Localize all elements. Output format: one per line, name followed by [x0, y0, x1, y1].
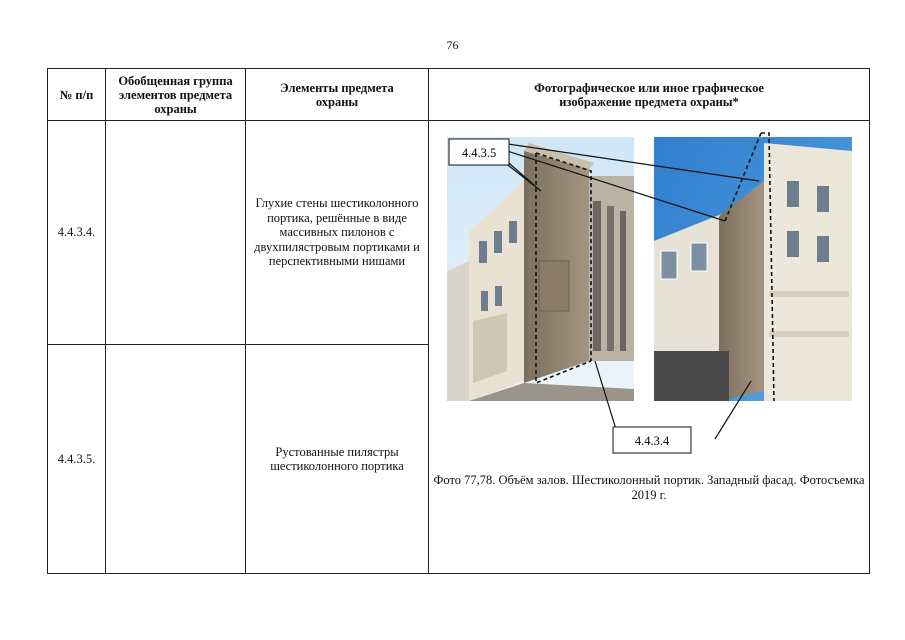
row-element: Глухие стены шестиколонного портика, решённые в виде массивных пилонов с двухпилястровым портиками и перспективными нишами — [246, 121, 429, 345]
row-group — [106, 121, 246, 345]
header-elements: Элементы предмета охраны — [246, 69, 429, 121]
header-number: № п/п — [48, 69, 106, 121]
row-number: 4.4.3.4. — [48, 121, 106, 345]
photo-78 — [654, 137, 852, 401]
row-number: 4.4.3.5. — [48, 345, 106, 574]
label-top: 4.4.3.5 — [461, 146, 497, 160]
protection-table — [47, 68, 870, 574]
header-image: Фотографическое или иное графическое изображение предмета охраны* — [429, 69, 870, 121]
page-number: 76 — [446, 38, 459, 52]
photo-77 — [447, 137, 634, 401]
label-bottom: 4.4.3.4 — [634, 434, 670, 448]
table-row — [48, 121, 870, 345]
row-group — [106, 345, 246, 574]
row-element: Рустованные пилястры шестиколонного портика — [246, 345, 429, 574]
table-header-row — [48, 69, 870, 121]
header-group: Обобщенная группа элементов предмета охраны — [106, 69, 246, 121]
facade-photos — [429, 121, 870, 471]
photo-cell — [429, 121, 870, 574]
photo-caption: Фото 77,78. Объём залов. Шестиколонный портик. Западный фасад. Фотосъемка 2019 г. — [433, 473, 865, 502]
photo-area — [429, 121, 869, 569]
